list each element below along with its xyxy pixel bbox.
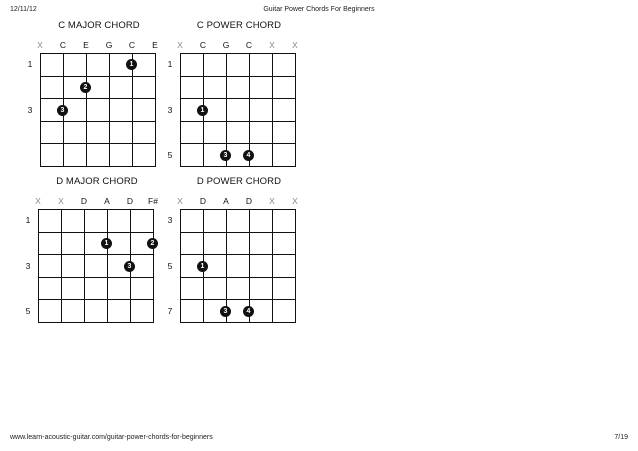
- finger-dot: 4: [243, 306, 254, 317]
- finger-dot: 1: [126, 59, 137, 70]
- finger-dot: 3: [220, 150, 231, 161]
- fret-line: [41, 143, 155, 144]
- string-line: [84, 210, 85, 322]
- string-labels: [37, 40, 158, 50]
- fret-number: 3: [25, 260, 31, 271]
- fret-line: [181, 121, 295, 122]
- string-note-label: A: [223, 196, 229, 206]
- string-note-label: C: [245, 40, 253, 50]
- chord-diagram-d-power: [167, 176, 298, 326]
- fret-line: [39, 254, 153, 255]
- string-labels: [177, 196, 298, 206]
- chord-title: C MAJOR CHORD: [58, 20, 140, 31]
- string-note-label: G: [105, 40, 113, 50]
- finger-dot: 1: [101, 238, 112, 249]
- string-line: [61, 210, 62, 322]
- fret-line: [39, 232, 153, 233]
- fret-line: [41, 98, 155, 99]
- string-line: [109, 54, 110, 166]
- muted-string-label: X: [37, 40, 43, 50]
- chord-title: C POWER CHORD: [196, 20, 282, 31]
- string-note-label: A: [104, 196, 110, 206]
- fret-line: [181, 232, 295, 233]
- finger-dot: 1: [197, 261, 208, 272]
- muted-string-label: X: [177, 40, 183, 50]
- finger-dot: 2: [80, 82, 91, 93]
- finger-dot: 4: [243, 150, 254, 161]
- string-note-label: E: [152, 40, 158, 50]
- string-note-label: C: [128, 40, 136, 50]
- header-date: 12/11/12: [10, 6, 37, 13]
- fret-number: 5: [25, 305, 31, 316]
- fret-line: [39, 299, 153, 300]
- finger-dot: 1: [197, 105, 208, 116]
- chord-diagram-c-major: [27, 20, 158, 170]
- fret-number: 7: [167, 305, 173, 316]
- string-labels: [177, 40, 298, 50]
- muted-string-label: X: [269, 196, 275, 206]
- muted-string-label: X: [292, 40, 298, 50]
- fret-number: 1: [167, 59, 173, 70]
- string-line: [132, 54, 133, 166]
- muted-string-label: X: [269, 40, 275, 50]
- string-note-label: D: [245, 196, 253, 206]
- string-note-label: F#: [148, 196, 158, 206]
- fret-number: 3: [167, 104, 173, 115]
- fret-number: 3: [27, 104, 33, 115]
- fret-line: [181, 277, 295, 278]
- muted-string-label: X: [292, 196, 298, 206]
- string-line: [86, 54, 87, 166]
- chord-title: D POWER CHORD: [196, 176, 282, 187]
- fret-line: [181, 299, 295, 300]
- fret-line: [181, 76, 295, 77]
- fret-number: 1: [27, 59, 33, 70]
- muted-string-label: X: [58, 196, 64, 206]
- fretboard-grid: [167, 53, 296, 167]
- fret-line: [41, 121, 155, 122]
- fret-line: [41, 76, 155, 77]
- chord-diagram-c-power: [167, 20, 298, 170]
- fret-line: [181, 98, 295, 99]
- footer-page-number: 7/19: [614, 434, 628, 441]
- footer-url: www.learn-acoustic-guitar.com/guitar-power-chords-for-beginners: [10, 434, 213, 441]
- muted-string-label: X: [177, 196, 183, 206]
- fret-line: [181, 254, 295, 255]
- fret-number: 3: [167, 215, 173, 226]
- string-note-label: G: [222, 40, 230, 50]
- string-note-label: D: [199, 196, 207, 206]
- fretboard-grid: [167, 209, 296, 323]
- string-line: [272, 54, 273, 166]
- string-line: [272, 210, 273, 322]
- string-note-label: D: [126, 196, 134, 206]
- finger-dot: 3: [220, 306, 231, 317]
- fret-number: 5: [167, 149, 173, 160]
- string-note-label: C: [199, 40, 207, 50]
- fret-line: [39, 277, 153, 278]
- fretboard-grid: [25, 209, 155, 323]
- fret-line: [181, 143, 295, 144]
- fret-number: 5: [167, 260, 173, 271]
- string-labels: [35, 196, 158, 206]
- finger-dot: 2: [147, 238, 158, 249]
- string-line: [107, 210, 108, 322]
- muted-string-label: X: [35, 196, 41, 206]
- finger-dot: 3: [57, 105, 68, 116]
- chord-diagram-d-major: [25, 176, 158, 326]
- string-note-label: E: [83, 40, 89, 50]
- string-note-label: D: [80, 196, 88, 206]
- string-note-label: C: [59, 40, 67, 50]
- finger-dot: 3: [124, 261, 135, 272]
- fretboard-grid: [27, 53, 156, 167]
- fret-number: 1: [25, 215, 31, 226]
- header-title: Guitar Power Chords For Beginners: [263, 6, 375, 13]
- chord-title: D MAJOR CHORD: [56, 176, 138, 187]
